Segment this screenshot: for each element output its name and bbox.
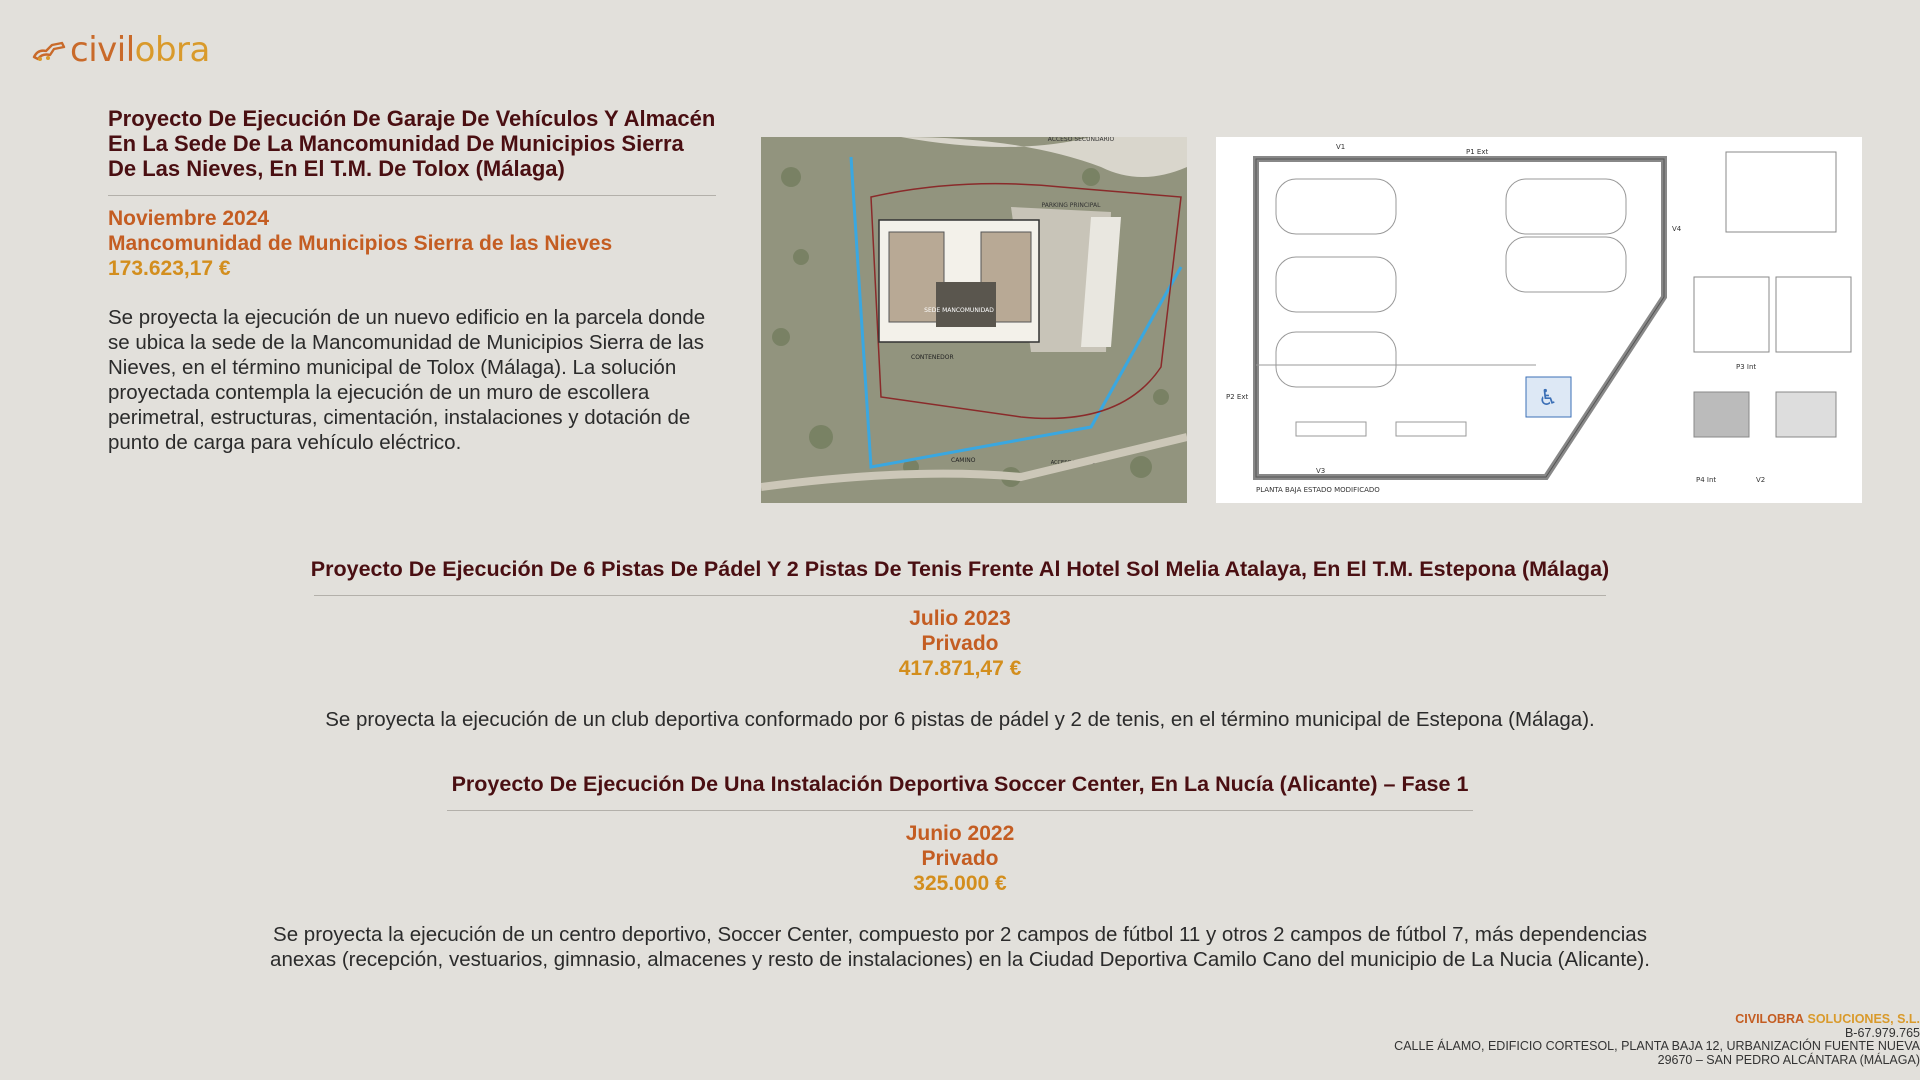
- project-garage: [108, 106, 716, 455]
- plan-label-v3: V3: [1316, 467, 1326, 475]
- project-title: Proyecto De Ejecución De Una Instalación Deportiva Soccer Center, En La Nucía (Alicante) – Fase 1: [451, 772, 1469, 796]
- aerial-label-road: CAMINO: [951, 457, 976, 464]
- footer-address: CALLE ÁLAMO, EDIFICIO CORTESOL, PLANTA BAJA 12, URBANIZACIÓN FUENTE NUEVA: [1394, 1039, 1920, 1053]
- project-client: Privado: [921, 847, 999, 870]
- project-amount: 417.871,47 €: [898, 657, 1022, 680]
- plan-caption: PLANTA BAJA ESTADO MODIFICADO: [1256, 486, 1380, 494]
- logo-part-civil: civil: [70, 30, 135, 70]
- floor-plan-image: [1216, 137, 1862, 503]
- project-description: Se proyecta la ejecución de un nuevo edificio en la parcela donde se ubica la sede de la Mancomunidad de Municipios Sierra de las Nieves, en el término municipal de Tolox (Málaga). La solución proyectada contempla la ejecución de un muro de escollera perimetral, estructuras, cimentación, instalaciones y dotación de punto de carga para vehículo eléctrico.: [108, 306, 706, 454]
- footer-company-name: CIVILOBRA: [1735, 1012, 1804, 1026]
- plan-label-p4int: P4 Int: [1696, 476, 1717, 484]
- project-title: Proyecto De Ejecución De Garaje De Vehículos Y Almacén En La Sede De La Mancomunidad De Municipios Sierra De Las Nieves, En El T.M. De Tolox (Málaga): [108, 106, 716, 181]
- project-amount: 173.623,17 €: [108, 257, 231, 280]
- project-padel: [0, 556, 1920, 732]
- plan-label-p2ext: P2 Ext: [1226, 393, 1249, 401]
- logo-part-obra: obra: [134, 30, 210, 70]
- project-date: Junio 2022: [905, 822, 1015, 845]
- project-client: Mancomunidad de Municipios Sierra de las Nieves: [108, 232, 613, 255]
- excavator-logo-icon: [32, 37, 66, 63]
- project-amount: 325.000 €: [913, 872, 1007, 895]
- project-description-line: anexas (recepción, vestuarios, gimnasio, almacenes y resto de instalaciones) en la Ciudad Deportiva Camilo Cano del municipio de La Nucia (Alicante).: [270, 948, 1650, 971]
- project-description: Se proyecta la ejecución de un club deportiva conformado por 6 pistas de pádel y 2 de tenis, en el término municipal de Estepona (Málaga).: [325, 708, 1595, 731]
- aerial-label-parking: PARKING PRINCIPAL: [1041, 202, 1101, 209]
- plan-label-p1ext: P1 Ext: [1466, 148, 1489, 156]
- project-client: Privado: [921, 632, 999, 655]
- project-date: Noviembre 2024: [108, 207, 270, 230]
- company-footer: [1394, 1013, 1920, 1067]
- aerial-label-building: SEDE MANCOMUNIDAD: [924, 307, 994, 314]
- project-description-line: Se proyecta la ejecución de un centro deportivo, Soccer Center, compuesto por 2 campos de fútbol 11 y otros 2 campos de fútbol 7, más dependencias: [273, 923, 1647, 946]
- project-title: Proyecto De Ejecución De 6 Pistas De Pádel Y 2 Pistas De Tenis Frente Al Hotel Sol Melia Atalaya, En El T.M. Estepona (Málaga): [310, 557, 1610, 581]
- project-description: [0, 922, 1920, 972]
- aerial-label-access: ACCESO RODADO: [1050, 460, 1096, 466]
- footer-cif: B-67.979.765: [1844, 1025, 1920, 1040]
- plan-label-v4: V4: [1672, 225, 1682, 233]
- divider: [108, 195, 716, 196]
- footer-company-type: SOLUCIONES, S.L.: [1807, 1012, 1920, 1026]
- plan-label-v2: V2: [1756, 476, 1766, 484]
- project-date: Julio 2023: [909, 607, 1011, 630]
- aerial-label-container: CONTENEDOR: [911, 354, 954, 361]
- aerial-label-secondary: ACCESO SECUNDARIO: [1047, 137, 1115, 143]
- divider: [314, 595, 1606, 596]
- logo-wordmark: [70, 30, 210, 70]
- company-logo: [32, 30, 210, 70]
- project-soccer-center: [0, 771, 1920, 972]
- svg-text:♿: ♿: [1538, 386, 1558, 411]
- footer-city: 29670 – SAN PEDRO ALCÁNTARA (MÁLAGA): [1657, 1052, 1920, 1067]
- plan-label-p3int: P3 Int: [1736, 363, 1757, 371]
- plan-label-v1: V1: [1336, 143, 1346, 151]
- footer-company: [1394, 1013, 1920, 1027]
- divider: [447, 810, 1473, 811]
- aerial-site-plan-image: [761, 137, 1187, 503]
